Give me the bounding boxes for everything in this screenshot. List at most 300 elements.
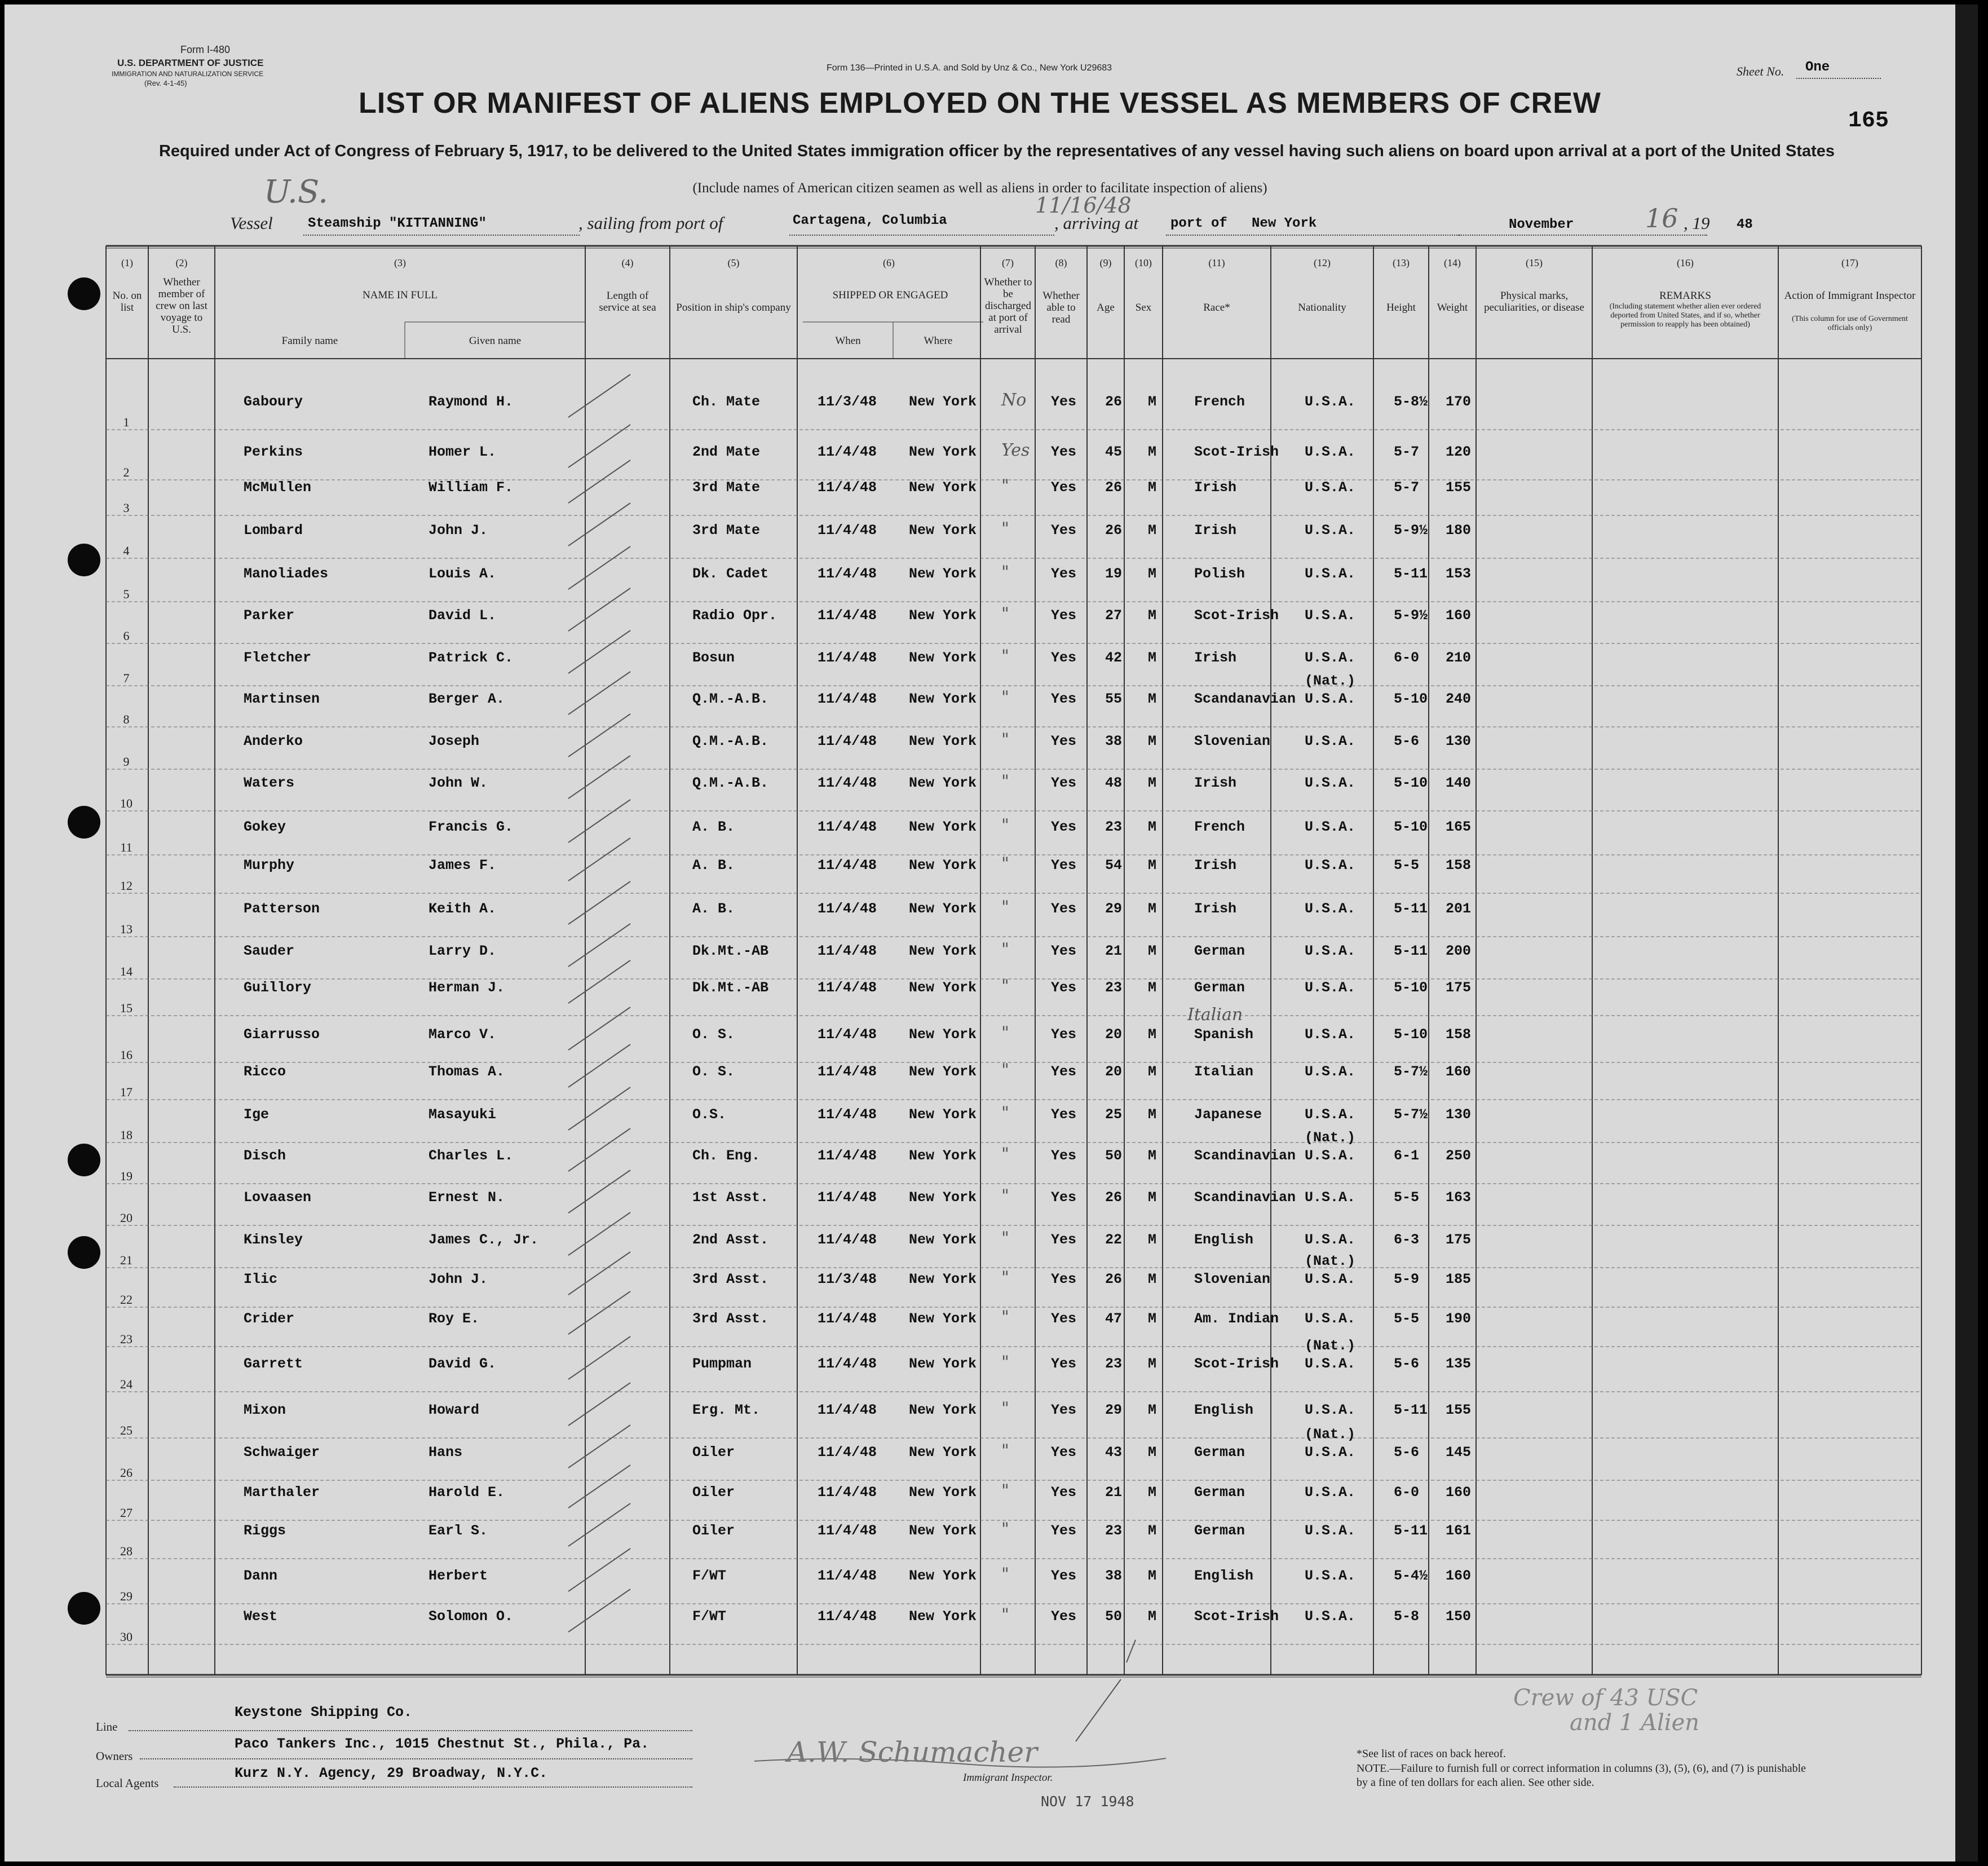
race: Scot-Irish <box>1194 444 1279 460</box>
weight: 200 <box>1446 943 1472 959</box>
given-name: John W. <box>428 775 488 791</box>
col-inspector-note: (This column for use of Government officials only) <box>1792 315 1908 332</box>
row-number: 4 <box>123 544 130 558</box>
row-number: 14 <box>120 964 132 978</box>
sex: M <box>1148 691 1157 707</box>
height: 6-0 <box>1394 1484 1420 1501</box>
shipped-where: New York <box>909 1484 977 1501</box>
given-name: Harold E. <box>428 1484 505 1501</box>
discharged: " <box>1001 687 1009 707</box>
position: A. B. <box>692 901 735 917</box>
age: 23 <box>1105 819 1123 835</box>
age: 45 <box>1105 444 1123 460</box>
row-number: 8 <box>123 712 130 726</box>
race: Italian <box>1194 1064 1254 1080</box>
height: 5-9½ <box>1394 607 1428 624</box>
discharged: " <box>1001 604 1009 624</box>
col-inspector-action: Action of Immigrant Inspector <box>1784 290 1916 302</box>
shipped-when: 11/4/48 <box>818 566 877 582</box>
height: 5-11 <box>1394 901 1428 917</box>
shipped-when: 11/4/48 <box>818 775 877 791</box>
discharged: " <box>1001 1481 1009 1501</box>
race: Irish <box>1194 857 1237 874</box>
able-to-read: Yes <box>1051 1189 1077 1206</box>
age: 29 <box>1105 1402 1123 1418</box>
crew-note-line-2: and 1 Alien <box>1570 1710 1699 1736</box>
sex: M <box>1148 980 1157 996</box>
race: German <box>1194 943 1245 959</box>
shipped-where: New York <box>909 1106 977 1123</box>
family-name: Gokey <box>244 819 286 835</box>
nationality: U.S.A. <box>1305 691 1356 707</box>
weight: 145 <box>1446 1444 1472 1461</box>
shipped-where: New York <box>909 733 977 749</box>
discharged: " <box>1001 771 1009 791</box>
given-name: James F. <box>428 857 497 874</box>
shipped-where: New York <box>909 819 977 835</box>
punch-hole-4 <box>68 1144 100 1176</box>
age: 26 <box>1105 394 1123 410</box>
position: A. B. <box>692 819 735 835</box>
position: Pumpman <box>692 1356 752 1372</box>
row-number: 10 <box>120 796 132 810</box>
owners-label: Owners <box>96 1749 133 1763</box>
able-to-read: Yes <box>1051 691 1077 707</box>
nationality-note: (Nat.) <box>1305 1253 1356 1269</box>
nationality: U.S.A. <box>1305 566 1356 582</box>
note-label: NOTE. <box>1357 1762 1390 1775</box>
shipped-where: New York <box>909 1608 977 1625</box>
discharged: " <box>1001 1352 1009 1372</box>
shipped-where: New York <box>909 691 977 707</box>
arrival-month: November <box>1509 217 1574 232</box>
height: 5-7½ <box>1394 1106 1428 1123</box>
given-name: Masayuki <box>428 1106 497 1123</box>
col-race: Race* <box>1203 302 1230 314</box>
race: Irish <box>1194 650 1237 666</box>
weight: 175 <box>1446 1232 1472 1248</box>
family-name: Mixon <box>244 1402 286 1418</box>
shipped-when: 11/4/48 <box>818 1444 877 1461</box>
nationality: U.S.A. <box>1305 1148 1356 1164</box>
family-name: West <box>244 1608 278 1625</box>
weight: 240 <box>1446 691 1472 707</box>
weight: 130 <box>1446 733 1472 749</box>
age: 38 <box>1105 733 1123 749</box>
nationality: U.S.A. <box>1305 1444 1356 1461</box>
family-name: Perkins <box>244 444 303 460</box>
year-prefix: , 19 <box>1684 213 1710 233</box>
height: 5-11 <box>1394 566 1428 582</box>
race: English <box>1194 1232 1254 1248</box>
family-name: Kinsley <box>244 1232 303 1248</box>
col-height: Height <box>1386 302 1416 314</box>
weight: 170 <box>1446 394 1472 410</box>
nationality: U.S.A. <box>1305 1402 1356 1418</box>
position: 3rd Mate <box>692 522 761 539</box>
row-number: 5 <box>123 587 130 601</box>
position: O.S. <box>692 1106 727 1123</box>
col-physical-marks: Physical marks, peculiarities, or disease <box>1484 290 1584 314</box>
races-note: *See list of races on back hereof. <box>1357 1748 1506 1760</box>
race: Am. Indian <box>1194 1311 1279 1327</box>
nationality: U.S.A. <box>1305 733 1356 749</box>
able-to-read: Yes <box>1051 1271 1077 1287</box>
form-number: Form I-480 <box>180 44 231 55</box>
position: Dk.Mt.-AB <box>692 980 769 996</box>
shipped-where: New York <box>909 1271 977 1287</box>
shipped-when: 11/4/48 <box>818 1189 877 1206</box>
height: 5-11 <box>1394 943 1428 959</box>
height: 5-6 <box>1394 1356 1420 1372</box>
given-name: Louis A. <box>428 566 497 582</box>
able-to-read: Yes <box>1051 1232 1077 1248</box>
sex: M <box>1148 1608 1157 1625</box>
race: English <box>1194 1402 1254 1418</box>
discharged: " <box>1001 1441 1009 1461</box>
shipped-where: New York <box>909 980 977 996</box>
col-member-last-voyage: Whether member of crew on last voyage to U.S. <box>156 276 207 336</box>
shipped-where: New York <box>909 444 977 460</box>
age: 23 <box>1105 1523 1123 1539</box>
race: Scot-Irish <box>1194 1356 1279 1372</box>
sex: M <box>1148 1444 1157 1461</box>
age: 20 <box>1105 1026 1123 1043</box>
able-to-read: Yes <box>1051 1311 1077 1327</box>
col-remarks-note: (Including statement whether alien ever ordered deported from United States, and if so, whether permission to reapply has been obtained) <box>1609 302 1761 329</box>
discharged: " <box>1001 1103 1009 1123</box>
given-name: John J. <box>428 1271 488 1287</box>
height: 5-6 <box>1394 1444 1420 1461</box>
weight: 150 <box>1446 1608 1472 1625</box>
sex: M <box>1148 1064 1157 1080</box>
shipped-when: 11/4/48 <box>818 522 877 539</box>
given-name: Solomon O. <box>428 1608 514 1625</box>
age: 55 <box>1105 691 1123 707</box>
discharged: " <box>1001 1060 1009 1080</box>
position: O. S. <box>692 1026 735 1043</box>
weight: 158 <box>1446 1026 1472 1043</box>
discharged: No <box>1001 390 1027 410</box>
shipped-when: 11/4/48 <box>818 819 877 835</box>
sheet-no-line <box>1796 78 1881 79</box>
include-note: (Include names of American citizen seamen as well as aliens in order to facilitate inspection of aliens) <box>692 180 1267 196</box>
shipped-when: 11/4/48 <box>818 691 877 707</box>
nationality: U.S.A. <box>1305 1271 1356 1287</box>
col-discharged: Whether to be discharged at port of arrival <box>984 276 1032 336</box>
shipped-when: 11/4/48 <box>818 980 877 996</box>
age: 19 <box>1105 566 1123 582</box>
able-to-read: Yes <box>1051 650 1077 666</box>
sex: M <box>1148 607 1157 624</box>
given-name: Herman J. <box>428 980 505 996</box>
able-to-read: Yes <box>1051 1523 1077 1539</box>
weight: 160 <box>1446 1568 1472 1584</box>
nationality: U.S.A. <box>1305 980 1356 996</box>
row-number: 12 <box>120 879 132 893</box>
nationality: U.S.A. <box>1305 1484 1356 1501</box>
family-name: Disch <box>244 1148 286 1164</box>
race: German <box>1194 1523 1245 1539</box>
race: Irish <box>1194 522 1237 539</box>
given-name: John J. <box>428 522 488 539</box>
discharged: " <box>1001 854 1009 874</box>
height: 5-10 <box>1394 691 1428 707</box>
age: 26 <box>1105 479 1123 496</box>
able-to-read: Yes <box>1051 943 1077 959</box>
table-grid <box>5 5 1955 1861</box>
from-port: Cartagena, Columbia <box>793 213 947 228</box>
nationality: U.S.A. <box>1305 479 1356 496</box>
shipped-when: 11/4/48 <box>818 1106 877 1123</box>
shipped-when: 11/4/48 <box>818 607 877 624</box>
shipped-when: 11/4/48 <box>818 1356 877 1372</box>
able-to-read: Yes <box>1051 479 1077 496</box>
discharged: " <box>1001 1268 1009 1287</box>
height: 6-1 <box>1394 1148 1420 1164</box>
shipped-where: New York <box>909 1026 977 1043</box>
position: 2nd Asst. <box>692 1232 769 1248</box>
line-value: Keystone Shipping Co. <box>235 1704 413 1721</box>
row-number: 6 <box>123 629 130 643</box>
weight: 163 <box>1446 1189 1472 1206</box>
able-to-read: Yes <box>1051 1026 1077 1043</box>
nationality: U.S.A. <box>1305 775 1356 791</box>
nationality: U.S.A. <box>1305 1523 1356 1539</box>
shipped-when: 11/4/48 <box>818 650 877 666</box>
age: 54 <box>1105 857 1123 874</box>
able-to-read: Yes <box>1051 522 1077 539</box>
nationality: U.S.A. <box>1305 943 1356 959</box>
punch-hole-5 <box>68 1236 100 1269</box>
row-number: 29 <box>120 1589 132 1603</box>
race: Slovenian <box>1194 733 1271 749</box>
weight: 160 <box>1446 1064 1472 1080</box>
agency-line-2: IMMIGRATION AND NATURALIZATION SERVICE <box>112 70 264 78</box>
row-number: 3 <box>123 501 130 515</box>
race: German <box>1194 1484 1245 1501</box>
shipped-where: New York <box>909 1064 977 1080</box>
race: Irish <box>1194 901 1237 917</box>
given-name: Raymond H. <box>428 394 514 410</box>
age: 50 <box>1105 1148 1123 1164</box>
row-number: 16 <box>120 1048 132 1062</box>
weight: 185 <box>1446 1271 1472 1287</box>
sheet-label: Sheet No. <box>1737 64 1784 78</box>
nationality: U.S.A. <box>1305 1311 1356 1327</box>
height: 5-10 <box>1394 1026 1428 1043</box>
age: 47 <box>1105 1311 1123 1327</box>
shipped-where: New York <box>909 1523 977 1539</box>
age: 21 <box>1105 1484 1123 1501</box>
given-name: David G. <box>428 1356 497 1372</box>
arrival-day: 16 <box>1645 203 1678 233</box>
family-name: Marthaler <box>244 1484 320 1501</box>
family-name: Giarrusso <box>244 1026 320 1043</box>
able-to-read: Yes <box>1051 607 1077 624</box>
weight: 158 <box>1446 857 1472 874</box>
age: 50 <box>1105 1608 1123 1625</box>
discharged: " <box>1001 1519 1009 1539</box>
position: 2nd Mate <box>692 444 761 460</box>
row-number: 30 <box>120 1630 132 1644</box>
discharged: " <box>1001 1605 1009 1625</box>
col-age: Age <box>1097 302 1115 314</box>
discharged: " <box>1001 815 1009 835</box>
able-to-read: Yes <box>1051 733 1077 749</box>
diagonal-marks <box>5 5 1955 1861</box>
age: 48 <box>1105 775 1123 791</box>
col-no-on-list: No. on list <box>112 290 142 314</box>
nationality: U.S.A. <box>1305 1568 1356 1584</box>
weight: 175 <box>1446 980 1472 996</box>
shipped-when: 11/4/48 <box>818 444 877 460</box>
height: 6-3 <box>1394 1232 1420 1248</box>
weight: 160 <box>1446 607 1472 624</box>
height: 5-5 <box>1394 1189 1420 1206</box>
shipped-where: New York <box>909 1356 977 1372</box>
agency-line-3: (Rev. 4-1-45) <box>144 79 187 87</box>
discharged: " <box>1001 646 1009 666</box>
sheet-number: One <box>1805 60 1830 75</box>
row-number: 9 <box>123 755 130 769</box>
position: Q.M.-A.B. <box>692 775 769 791</box>
given-name: Earl S. <box>428 1523 488 1539</box>
vessel-name: Steamship "KITTANNING" <box>308 216 487 231</box>
sex: M <box>1148 857 1157 874</box>
shipped-when: 11/4/48 <box>818 1148 877 1164</box>
weight: 161 <box>1446 1523 1472 1539</box>
family-name: Waters <box>244 775 295 791</box>
punch-hole-3 <box>68 806 100 839</box>
height: 5-11 <box>1394 1402 1428 1418</box>
race: Scandinavian <box>1194 1189 1296 1206</box>
able-to-read: Yes <box>1051 980 1077 996</box>
sex: M <box>1148 733 1157 749</box>
height: 5-8 <box>1394 1608 1420 1625</box>
nationality: U.S.A. <box>1305 1189 1356 1206</box>
given-name: Roy E. <box>428 1311 480 1327</box>
able-to-read: Yes <box>1051 444 1077 460</box>
height: 5-9 <box>1394 1271 1420 1287</box>
family-name: Ricco <box>244 1064 286 1080</box>
shipped-when: 11/4/48 <box>818 1608 877 1625</box>
able-to-read: Yes <box>1051 819 1077 835</box>
position: F/WT <box>692 1568 727 1584</box>
family-name: Parker <box>244 607 295 624</box>
given-name: Ernest N. <box>428 1189 505 1206</box>
age: 23 <box>1105 980 1123 996</box>
race: Scandanavian <box>1194 691 1296 707</box>
weight: 165 <box>1446 819 1472 835</box>
shipped-where: New York <box>909 775 977 791</box>
col-weight: Weight <box>1437 302 1468 314</box>
nationality: U.S.A. <box>1305 394 1356 410</box>
shipped-where: New York <box>909 1311 977 1327</box>
shipped-where: New York <box>909 901 977 917</box>
row-number: 24 <box>120 1377 132 1391</box>
weight: 180 <box>1446 522 1472 539</box>
sex: M <box>1148 394 1157 410</box>
discharged: " <box>1001 476 1009 496</box>
family-name: Crider <box>244 1311 295 1327</box>
handwritten-us: U.S. <box>264 174 329 210</box>
to-port: port of New York <box>1170 216 1317 231</box>
weight: 210 <box>1446 650 1472 666</box>
height: 5-10 <box>1394 980 1428 996</box>
discharged: Yes <box>1001 440 1030 460</box>
race: Irish <box>1194 479 1237 496</box>
given-name: Charles L. <box>428 1148 514 1164</box>
shipped-when: 11/4/48 <box>818 479 877 496</box>
sex: M <box>1148 566 1157 582</box>
shipped-when: 11/4/48 <box>818 733 877 749</box>
discharged: " <box>1001 976 1009 996</box>
family-name: Guillory <box>244 980 312 996</box>
able-to-read: Yes <box>1051 1148 1077 1164</box>
discharged: " <box>1001 1144 1009 1164</box>
nationality: U.S.A. <box>1305 607 1356 624</box>
sex: M <box>1148 1402 1157 1418</box>
family-name: McMullen <box>244 479 312 496</box>
discharged: " <box>1001 1023 1009 1043</box>
weight: 155 <box>1446 1402 1472 1418</box>
nationality: U.S.A. <box>1305 1232 1356 1248</box>
able-to-read: Yes <box>1051 857 1077 874</box>
able-to-read: Yes <box>1051 901 1077 917</box>
shipped-where: New York <box>909 1402 977 1418</box>
nationality: U.S.A. <box>1305 1608 1356 1625</box>
race-correction: Italian <box>1187 1005 1243 1025</box>
position: Oiler <box>692 1444 735 1461</box>
given-name: Howard <box>428 1402 480 1418</box>
sex: M <box>1148 522 1157 539</box>
nationality: U.S.A. <box>1305 650 1356 666</box>
given-name: Larry D. <box>428 943 497 959</box>
position: O. S. <box>692 1064 735 1080</box>
col-able-to-read: Whether able to read <box>1042 290 1080 325</box>
sex: M <box>1148 1568 1157 1584</box>
shipped-where: New York <box>909 650 977 666</box>
race: French <box>1194 819 1245 835</box>
age: 26 <box>1105 1271 1123 1287</box>
agents-value: Kurz N.Y. Agency, 29 Broadway, N.Y.C. <box>235 1765 548 1781</box>
sex: M <box>1148 1148 1157 1164</box>
sex: M <box>1148 1311 1157 1327</box>
height: 5-8½ <box>1394 394 1428 410</box>
agency-line-1: U.S. DEPARTMENT OF JUSTICE <box>117 58 264 68</box>
col-length-of-service: Length of service at sea <box>599 290 656 314</box>
position: 3rd Mate <box>692 479 761 496</box>
height: 5-4½ <box>1394 1568 1428 1584</box>
punch-hole-6 <box>68 1592 100 1625</box>
race: Spanish <box>1194 1026 1254 1043</box>
nationality: U.S.A. <box>1305 444 1356 460</box>
given-name: Hans <box>428 1444 463 1461</box>
able-to-read: Yes <box>1051 1444 1077 1461</box>
sex: M <box>1148 943 1157 959</box>
family-name: Martinsen <box>244 691 320 707</box>
row-number: 26 <box>120 1466 132 1480</box>
sex: M <box>1148 1026 1157 1043</box>
given-name: Berger A. <box>428 691 505 707</box>
given-name: Marco V. <box>428 1026 497 1043</box>
weight: 135 <box>1446 1356 1472 1372</box>
position: Erg. Mt. <box>692 1402 761 1418</box>
arriving-label: , arriving at <box>1054 213 1138 233</box>
shipped-when: 11/4/48 <box>818 1064 877 1080</box>
shipped-when: 11/4/48 <box>818 1026 877 1043</box>
